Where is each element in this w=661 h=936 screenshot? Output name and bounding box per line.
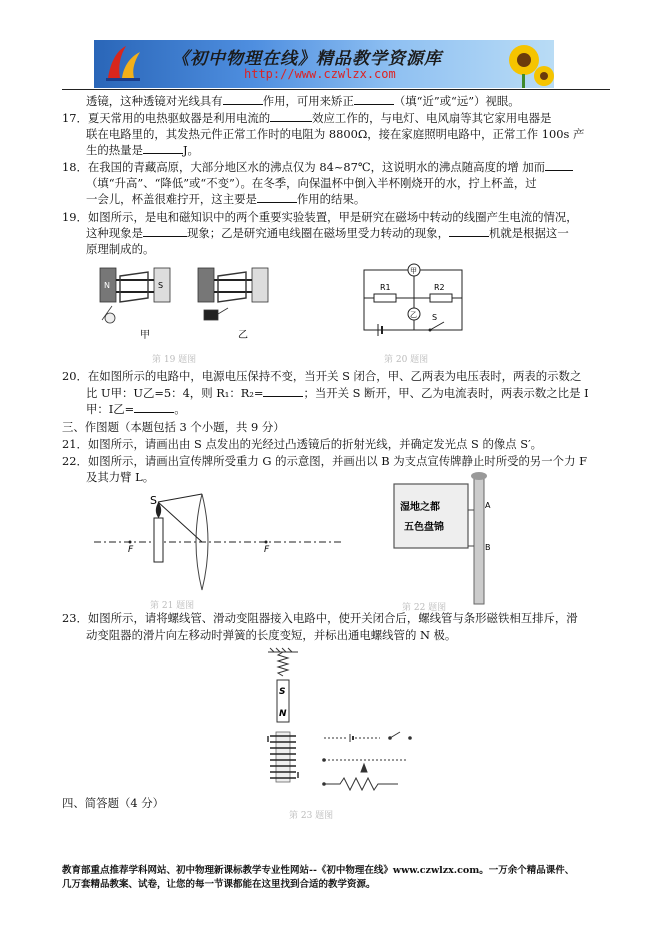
q18-line-1 [62,160,573,174]
caption-20: 第 20 题图 [384,355,429,365]
q22-line-1: 22．如图所示，请画出宣传牌所受重力 G 的示意图，并画出以 B 为支点宣传牌静止时所受的另一个力 F [62,454,587,468]
q17-text-1: 17．夏天常用的电热驱蚊器是利用电流的 [62,111,271,125]
generator-apparatus [100,268,170,323]
q17-line-1 [62,111,551,125]
figure-22-billboard [388,470,498,608]
magnet-n-pole: N [279,709,287,719]
q21-text: 21．如图所示，请画出由 S 点发出的光经过凸透镜后的折射光线，并确定发光点 S 的像点 S′。 [62,437,543,451]
candle-icon [154,502,163,562]
q16-text: 透镜，这种透镜对光线具有 [86,94,223,108]
switch-s-icon [429,313,445,332]
q18-line-3 [86,192,365,206]
solenoid-icon [268,732,298,782]
q17-line-3 [86,143,199,157]
q19-line-3: 原理制成的。 [86,242,155,256]
resistor-r1 [374,283,396,302]
q19-text-2: 这种现象是 [86,226,143,240]
q20-blank-1[interactable] [263,386,303,397]
q20-text-3b: 。 [174,402,186,416]
banner-url[interactable]: http://www.czwlzx.com [244,67,396,81]
q17-blank-1[interactable] [270,111,312,122]
footer-line-1: 教育部重点推荐学科网站、初中物理新课标教学专业性网站--《初中物理在线》www.czwlzx.com。一万余个精品课件、 [62,865,575,876]
caption-21: 第 21 题图 [150,601,195,611]
figure-20-circuit [360,258,470,338]
q16-tail: （填“近”或“远”）视眼。 [393,94,520,108]
q18-blank-2[interactable] [257,192,297,203]
svg-text:R1: R1 [380,283,391,292]
q18-text-3b: 作用的结果。 [296,192,366,206]
section-4-heading: 四、简答题（4 分） [62,796,164,810]
header-banner [94,40,554,88]
q20-line-1: 20．在如图所示的电路中，电源电压保持不变，当开关 S 闭合，甲、乙两表为电压表时，两表的示数之 [62,369,582,383]
q23-line-1: 23．如图所示，请将螺线管、滑动变阻器接入电路中，使开关闭合后，螺线管与条形磁铁相互排斥，滑 [62,611,578,625]
sign-board [394,484,468,548]
q18-text-1: 18．在我国的青藏高原，大部分地区水的沸点仅为 84~87℃，这说明水的沸点随高度的增 加而 [62,160,546,174]
section-3-heading: 三、作图题（本题包括 3 个小题，共 9 分） [62,420,285,434]
point-a-label: A [485,501,491,510]
point-b-label: B [485,543,491,552]
q20-text-2: 比 U甲：U乙=5：4，则 R₁：R₂= [86,386,264,400]
q18-text-3: 一会儿，杯盖很难拧开，这主要是 [86,192,257,206]
footer-line-2: 几万套精品教案、试卷，让您的每一节课都能在这里找到合适的教学资源。 [62,879,376,890]
sign-text-1: 湿地之都 [400,502,440,513]
q16-mid: 作用，可用来矫正 [262,94,354,108]
label-jia: 甲 [140,330,150,341]
label-yi: 乙 [238,330,248,341]
sunflower-icon [484,40,554,88]
q19-line-2 [86,226,569,240]
q20-blank-2[interactable] [134,402,174,413]
q16-blank-1[interactable] [223,94,263,105]
banner-title: 《初中物理在线》精品教学资源库 [172,49,442,69]
point-s-label: S [150,494,157,507]
q23-line-2: 动变阻器的滑片向左移动时弹簧的长度变短，并标出通电螺线管的 N 极。 [86,628,457,642]
q17-text-3b: J。 [182,143,199,157]
q17-text-3: 生的热量是 [86,143,143,157]
q20-line-3 [86,402,186,416]
magnet-s-pole: S [279,687,286,697]
header-rule [62,89,610,90]
ceiling-support [268,648,298,652]
motor-apparatus [198,268,268,320]
svg-text:乙: 乙 [410,311,417,319]
q16-line [86,94,520,108]
q17-blank-2[interactable] [143,143,183,154]
figure-21-lens [94,484,344,596]
q19-text-2c: 机就是根据这一 [488,226,569,240]
q18-line-2: （填“升高”、“降低”或“不变”）。在冬季，向保温杯中倒入半杯刚烧开的水，拧上杯盖，过 [86,176,537,190]
q18-blank-1[interactable] [545,160,573,171]
figure-19 [92,258,282,354]
focus-right-label: F [264,545,270,555]
magnet-s-label: S [158,281,164,290]
svg-text:S: S [432,313,438,322]
meter-jia-icon [408,264,420,276]
caption-23: 第 23 题图 [289,811,334,821]
sign-text-2: 五色盘锦 [404,522,444,533]
q20-line-2 [86,386,589,400]
q19-blank-1[interactable] [143,226,187,237]
caption-19: 第 19 题图 [152,355,197,365]
site-logo-icon [102,44,144,84]
q19-text-2b: 现象；乙是研究通电线圈在磁场里受力转动的现象， [186,226,449,240]
q17-line-2: 联在电路里的，其发热元件正常工作时的电阻为 8800Ω，接在家庭照明电路中，正常工作 100s 产 [86,127,585,141]
spring-icon [278,652,288,676]
magnet-n-label: N [104,281,110,290]
q20-text-2b: ；当开关 S 断开，甲、乙为电流表时，两表示数之比是 I [303,386,589,400]
q19-blank-2[interactable] [449,226,489,237]
resistor-r2 [430,283,452,302]
q19-line-1: 19．如图所示，是电和磁知识中的两个重要实验装置，甲是研究在磁场中转动的线圈产生电流的情况， [62,210,578,224]
q17-text-1b: 效应工作的，与电灯、电风扇等其它家用电器是 [312,111,552,125]
rheostat-icon [323,759,408,790]
pole [474,476,484,604]
ray-1 [158,494,202,502]
q22-line-2: 及其力臂 L。 [86,470,155,484]
ray-2 [158,502,202,542]
q16-blank-2[interactable] [354,94,394,105]
focus-left-label: F [128,545,134,555]
meter-yi-icon [408,308,420,320]
q20-text-3: 甲：I乙= [86,402,135,416]
battery-switch-icon [324,732,411,742]
caption-22: 第 22 题图 [402,603,447,613]
figure-23 [258,646,438,806]
svg-text:R2: R2 [434,283,445,292]
svg-text:甲: 甲 [410,267,417,275]
